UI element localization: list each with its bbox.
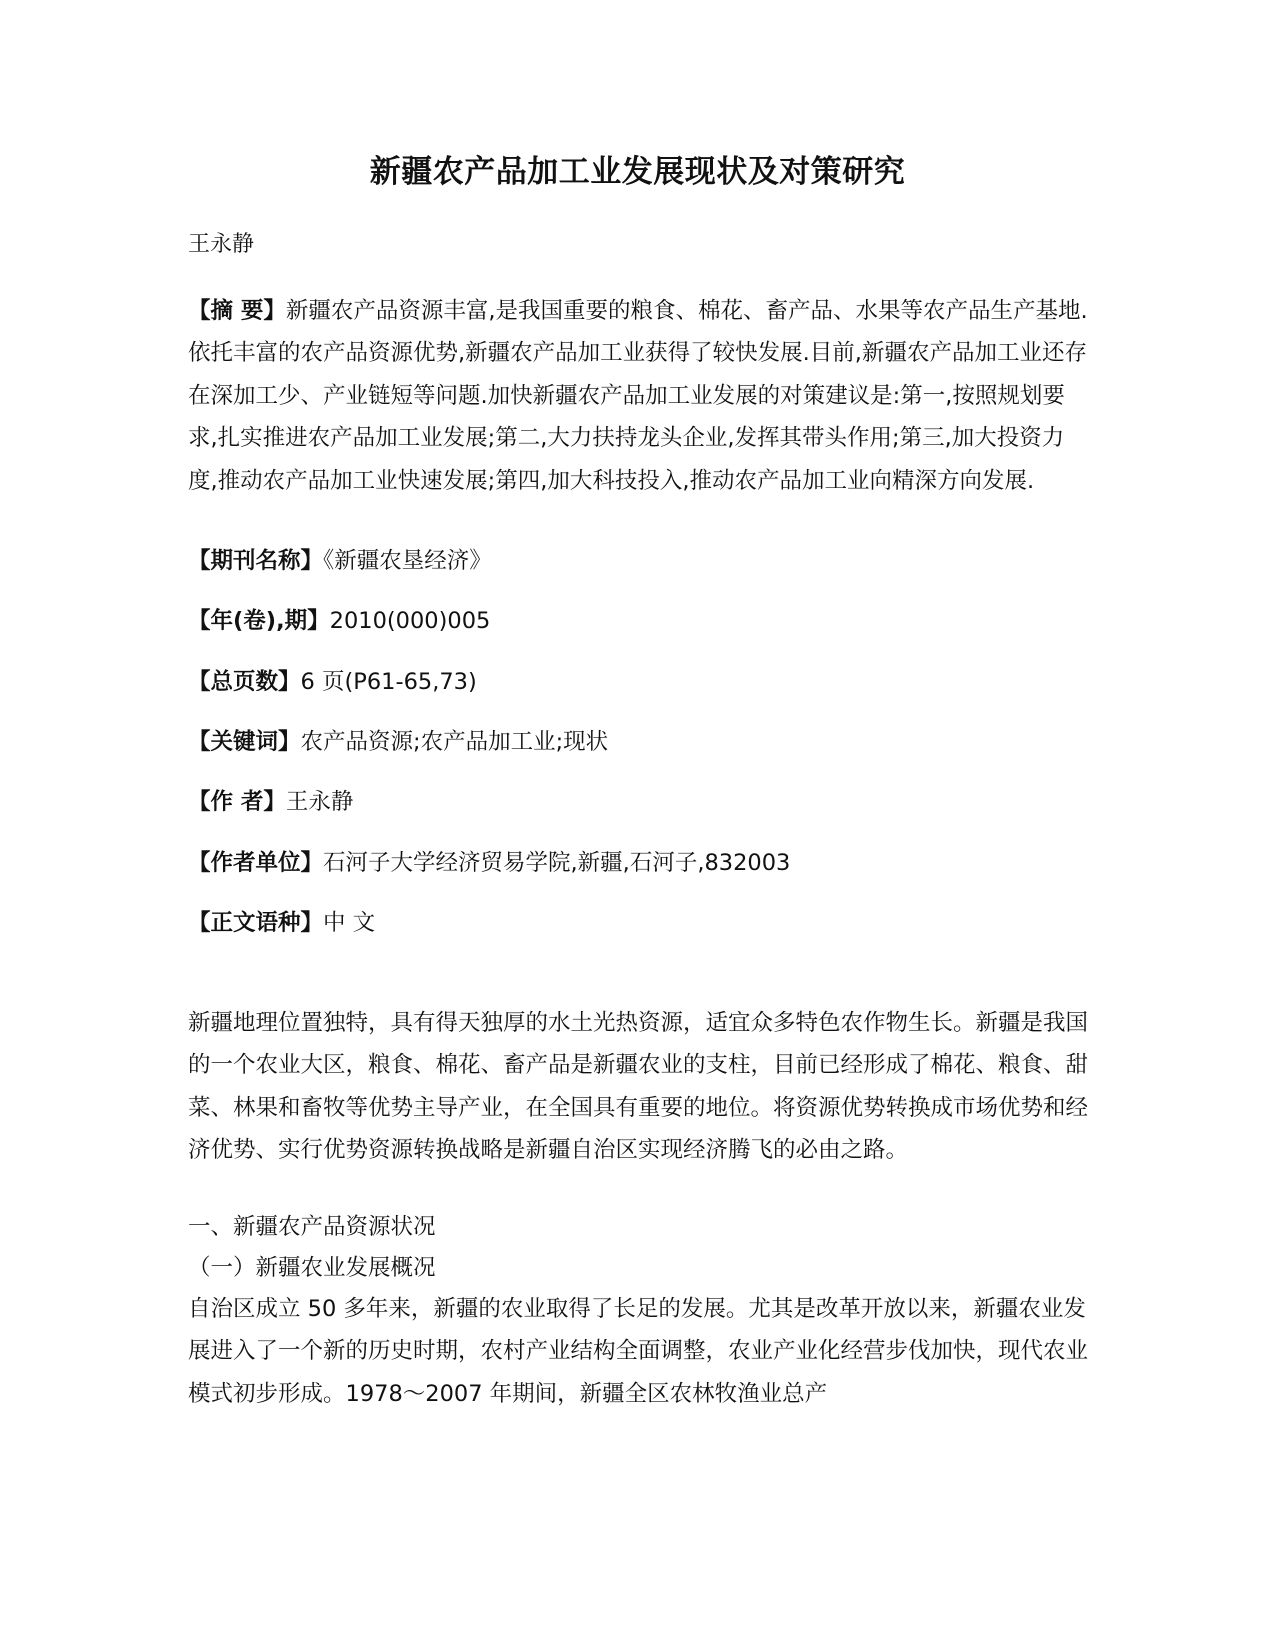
abstract-text: 新疆农产品资源丰富,是我国重要的粮食、棉花、畜产品、水果等农产品生产基地.依托丰富的农产品资源优势,新疆农产品加工业获得了较快发展.目前,新疆农产品加工业还存在深加工少、产业链短等问题.加快新疆农产品加工业发展的对策建议是:第一,按照规划要求,扎实推进农产品加工业发展;第二,大力扶持龙头企业,发挥其带头作用;第三,加大投资力度,推动农产品加工业快速发展;第四,加大科技投入,推动农产品加工业向精深方向发展. xyxy=(188,298,1088,494)
section-heading-1: 一、新疆农产品资源状况 xyxy=(188,1214,436,1240)
intro-paragraph: 新疆地理位置独特，具有得天独厚的水土光热资源，适宜众多特色农作物生长。新疆是我国的一个农业大区，粮食、棉花、畜产品是新疆农业的支柱，目前已经形成了棉花、粮食、甜菜、林果和畜牧等优势主导产业，在全国具有重要的地位。将资源优势转换成市场优势和经济优势、实行优势资源转换战略是新疆自治区实现经济腾飞的必由之路。 xyxy=(188,1010,1089,1164)
meta-pages-value: 6 页(P61-65,73) xyxy=(300,669,477,695)
section-heading-2: （一）新疆农业发展概况 xyxy=(188,1255,436,1281)
meta-journal-label: 【期刊名称】 xyxy=(188,548,324,574)
meta-issue-label: 【年(卷),期】 xyxy=(188,608,330,634)
meta-language-value: 中 文 xyxy=(323,910,376,936)
abstract-section xyxy=(188,290,1088,502)
meta-journal xyxy=(188,545,492,577)
meta-affiliation-label: 【作者单位】 xyxy=(188,850,324,876)
meta-keywords-value: 农产品资源;农产品加工业;现状 xyxy=(300,729,609,755)
meta-author-label: 【作 者】 xyxy=(188,789,286,815)
meta-pages xyxy=(188,666,477,698)
author-name: 王永静 xyxy=(188,232,255,257)
meta-journal-value: 《新疆农垦经济》 xyxy=(323,548,492,574)
document-title: 新疆农产品加工业发展现状及对策研究 xyxy=(369,154,906,190)
meta-affiliation xyxy=(188,847,790,879)
meta-author-value: 王永静 xyxy=(285,789,354,815)
meta-pages-label: 【总页数】 xyxy=(188,669,301,695)
meta-keywords xyxy=(188,726,608,758)
meta-language-label: 【正文语种】 xyxy=(188,910,324,936)
meta-language xyxy=(188,907,375,939)
abstract-label: 【摘 要】 xyxy=(188,298,286,324)
meta-affiliation-value: 石河子大学经济贸易学院,新疆,石河子,832003 xyxy=(323,850,791,876)
meta-keywords-label: 【关键词】 xyxy=(188,729,301,755)
body-paragraph-2: 自治区成立 50 多年来，新疆的农业取得了长足的发展。尤其是改革开放以来，新疆农业发展进入了一个新的历史时期，农村产业结构全面调整，农业产业化经营步伐加快，现代农业模式初步形成。1978～2007 年期间，新疆全区农林牧渔业总产 xyxy=(188,1296,1089,1407)
meta-issue xyxy=(188,605,490,637)
meta-author xyxy=(188,786,353,818)
meta-issue-value: 2010(000)005 xyxy=(329,608,491,634)
